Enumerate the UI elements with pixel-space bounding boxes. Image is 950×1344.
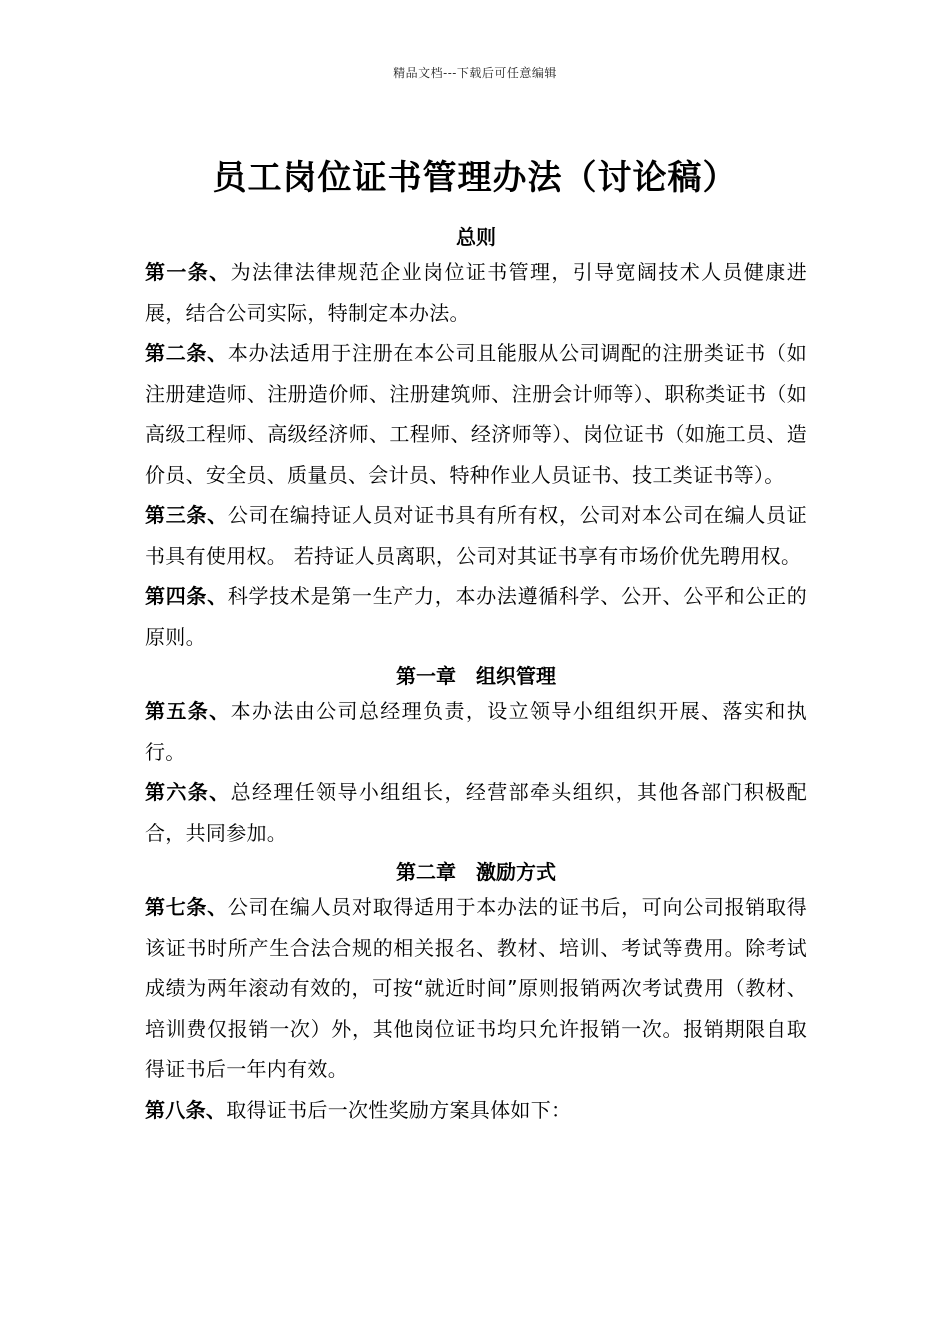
article-1 [145, 252, 807, 333]
article-text: 科学技术是第一生产力，本办法遵循科学、公开、公平和公正的原则。 [145, 584, 808, 649]
article-label: 第八条、 [145, 1097, 227, 1122]
article-7 [145, 887, 807, 1090]
document-title: 员工岗位证书管理办法（讨论稿） [212, 158, 738, 198]
article-label: 第六条、 [145, 780, 231, 804]
section-chapter-2 [145, 857, 807, 1130]
article-8 [145, 1090, 807, 1131]
article-label: 第五条、 [145, 699, 231, 723]
article-text: 取得证书后一次性奖励方案具体如下： [226, 1097, 572, 1122]
section-heading: 第二章 激励方式 [396, 860, 556, 884]
article-text: 公司在编人员对取得适用于本办法的证书后，可向公司报销取得该证书时所产生合法合规的相关报名、教材、培训、考试等费用。除考试成绩为两年滚动有效的，可按“就近时间”原则报销两次考试费用（教材、培训费仅报销一次）外，其他岗位证书均只允许报销一次。报销期限自取得证书后一年内有效。 [145, 895, 808, 1081]
article-text: 本办法适用于注册在本公司且能服从公司调配的注册类证书（如注册建造师、注册造价师、注册建筑师、注册会计师等）、职称类证书（如高级工程师、高级经济师、工程师、经济师等）、岗位证书（如施工员、造价员、安全员、质量员、会计员、特种作业人员证书、技工类证书等）。 [145, 341, 808, 487]
article-2 [145, 333, 807, 495]
article-3 [145, 495, 807, 576]
article-label: 第三条、 [145, 503, 228, 527]
header-note: 精品文档---下载后可任意编辑 [393, 66, 557, 80]
article-label: 第二条、 [145, 341, 228, 365]
article-text: 总经理任领导小组组长，经营部牵头组织，其他各部门积极配合，共同参加。 [145, 780, 807, 845]
section-general [145, 222, 807, 657]
document-body [145, 222, 807, 1130]
article-label: 第四条、 [145, 584, 228, 608]
article-text: 本办法由公司总经理负责，设立领导小组组织开展、落实和执行。 [145, 699, 807, 764]
section-heading: 第一章 组织管理 [396, 664, 556, 688]
article-text: 为法律法律规范企业岗位证书管理，引导宽阔技术人员健康进展，结合公司实际，特制定本办法。 [145, 260, 807, 325]
article-label: 第一条、 [145, 260, 231, 284]
article-5 [145, 691, 807, 772]
article-label: 第七条、 [145, 895, 228, 919]
article-4 [145, 576, 807, 657]
article-text: 公司在编持证人员对证书具有所有权，公司对本公司在编人员证书具有使用权。 若持证人员离职，公司对其证书享有市场价优先聘用权。 [145, 503, 808, 568]
article-6 [145, 772, 807, 853]
section-chapter-1 [145, 661, 807, 853]
section-heading: 总则 [456, 225, 496, 249]
